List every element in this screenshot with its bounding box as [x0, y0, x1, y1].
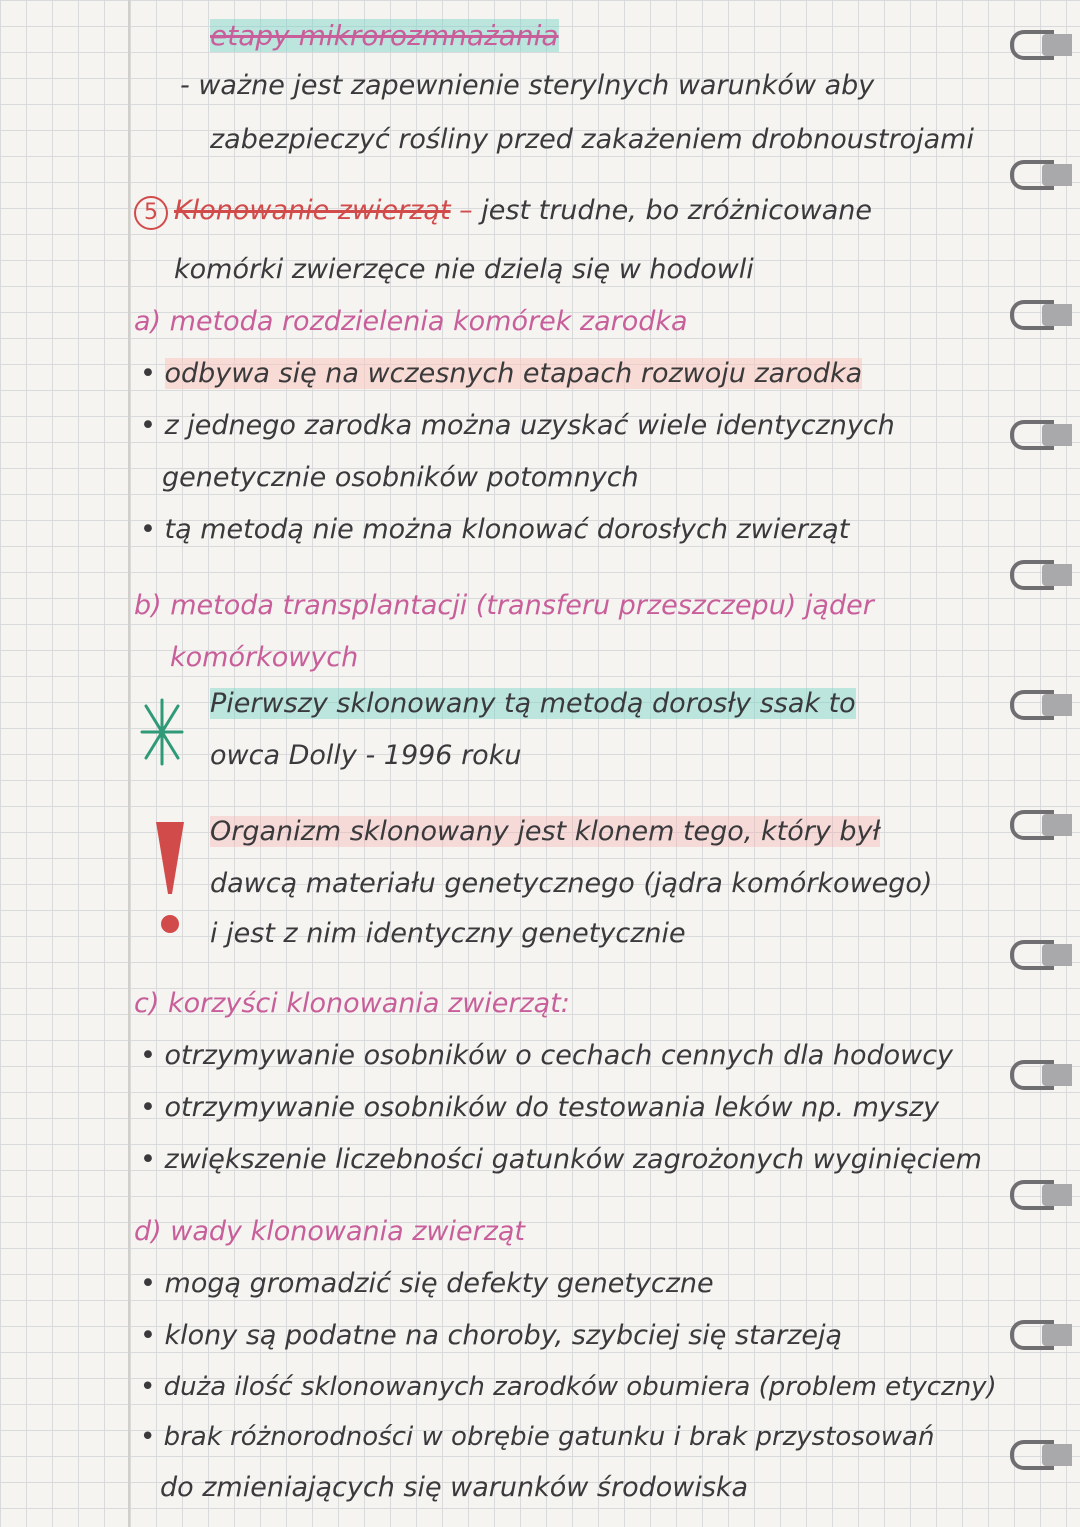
- section-5-line-2: komórki zwierzęce nie dzielą się w hodowli: [174, 254, 754, 285]
- subsection-b-title: b) metoda transplantacji (transferu przeszczepu) jąder: [134, 590, 874, 621]
- asterisk-icon: [138, 696, 186, 768]
- list-item-continuation: genetycznie osobników potomnych: [162, 462, 639, 493]
- binder-ring: [1010, 300, 1072, 326]
- intro-line-1: - ważne jest zapewnienie sterylnych warunków aby: [180, 70, 875, 101]
- note-dolly-line-1: Pierwszy sklonowany tą metodą dorosły ssak to: [210, 688, 856, 719]
- subsection-c-title: c) korzyści klonowania zwierząt:: [134, 988, 570, 1019]
- list-item: • mogą gromadzić się defekty genetyczne: [140, 1268, 714, 1299]
- note-clone-line-2: dawcą materiału genetycznego (jądra komórkowego): [210, 868, 933, 899]
- list-item: • duża ilość sklonowanych zarodków obumiera (problem etyczny): [140, 1372, 997, 1402]
- list-item: • otrzymywanie osobników do testowania leków np. myszy: [140, 1092, 940, 1123]
- section-5-title: Klonowanie zwierząt: [174, 195, 451, 226]
- binder-ring: [1010, 160, 1072, 186]
- list-item: • odbywa się na wczesnych etapach rozwoju zarodka: [140, 358, 863, 389]
- page-heading: etapy mikrorozmnażania: [210, 19, 559, 52]
- binder-ring: [1010, 1440, 1072, 1466]
- list-item: • klony są podatne na choroby, szybciej się starzeją: [140, 1320, 843, 1351]
- subsection-b-title-2: komórkowych: [170, 642, 359, 673]
- section-number-badge: 5: [134, 196, 168, 230]
- note-clone-line-3: i jest z nim identyczny genetycznie: [210, 918, 686, 949]
- binder-ring: [1010, 30, 1072, 56]
- subsection-a-title: a) metoda rozdzielenia komórek zarodka: [134, 306, 688, 337]
- list-item: • zwiększenie liczebności gatunków zagrożonych wyginięciem: [140, 1144, 982, 1175]
- binder-ring: [1010, 1180, 1072, 1206]
- list-item: • otrzymywanie osobników o cechach cennych dla hodowcy: [140, 1040, 954, 1071]
- binder-ring: [1010, 940, 1072, 966]
- list-item: • brak różnorodności w obrębie gatunku i brak przystosowań: [140, 1422, 935, 1452]
- binder-ring: [1010, 810, 1072, 836]
- notebook-margin: [128, 0, 130, 1527]
- list-item: • tą metodą nie można klonować dorosłych zwierząt: [140, 514, 850, 545]
- binder-ring: [1010, 560, 1072, 586]
- list-item-continuation: do zmieniających się warunków środowiska: [160, 1472, 749, 1503]
- binder-ring: [1010, 690, 1072, 716]
- exclamation-icon: [150, 818, 190, 938]
- intro-line-2: zabezpieczyć rośliny przed zakażeniem drobnoustrojami: [210, 124, 974, 155]
- list-item: • z jednego zarodka można uzyskać wiele identycznych: [140, 410, 895, 441]
- section-5-heading: 5 Klonowanie zwierząt – jest trudne, bo zróżnicowane: [134, 196, 872, 230]
- note-clone-line-1: Organizm sklonowany jest klonem tego, który był: [210, 816, 881, 847]
- note-dolly-line-2: owca Dolly - 1996 roku: [210, 740, 522, 771]
- subsection-d-title: d) wady klonowania zwierząt: [134, 1216, 526, 1247]
- section-5-rest: jest trudne, bo zróżnicowane: [481, 195, 872, 226]
- binder-ring: [1010, 1320, 1072, 1346]
- binder-ring: [1010, 1060, 1072, 1086]
- binder-ring: [1010, 420, 1072, 446]
